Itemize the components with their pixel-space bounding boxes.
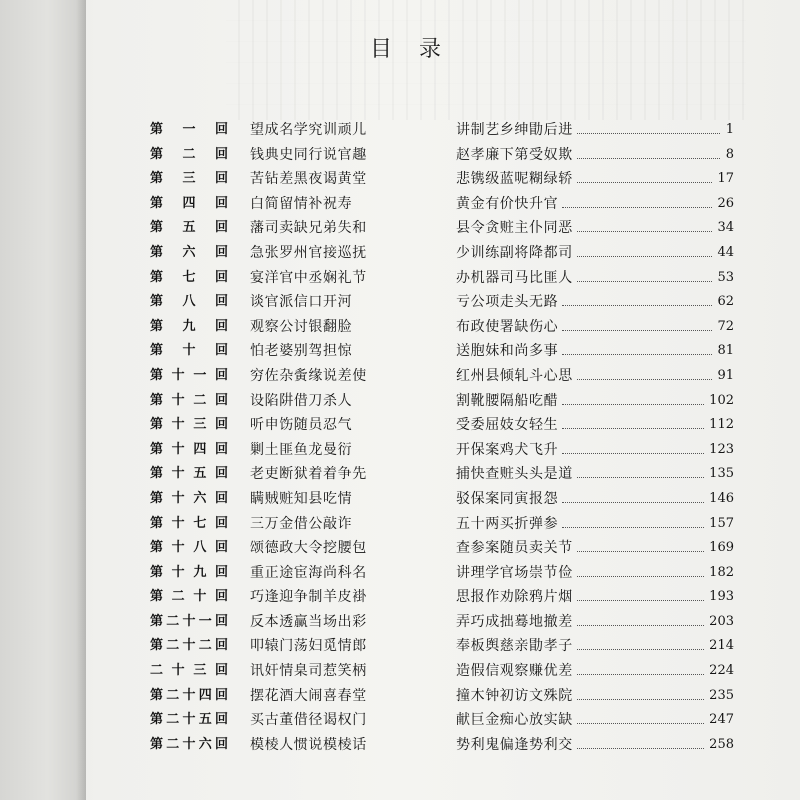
show-through-text <box>226 0 746 120</box>
chapter-title-line2: 赵孝廉下第受奴欺 <box>456 146 573 163</box>
toc-entry[interactable] <box>150 438 734 463</box>
chapter-number: 第二十回 <box>150 589 228 605</box>
chapter-title-line1: 讯奸情臬司惹笑柄 <box>250 663 367 680</box>
page-number: 112 <box>709 417 734 433</box>
toc-entry[interactable] <box>150 389 734 414</box>
toc-list <box>150 118 734 757</box>
chapter-number: 第十七回 <box>150 515 228 531</box>
chapter-title-line2: 造假信观察赚优差 <box>456 663 573 680</box>
chapter-title-line1: 白简留情补祝寿 <box>250 195 353 212</box>
page-number: 1 <box>725 122 734 137</box>
chapter-number: 第四回 <box>150 195 228 211</box>
toc-entry[interactable] <box>150 167 734 192</box>
chapter-number: 第一回 <box>150 122 228 137</box>
toc-entry[interactable] <box>150 733 734 758</box>
chapter-title-line1: 宴洋官中丞娴礼节 <box>250 269 367 286</box>
chapter-title-line1: 苦钻差黑夜谒黄堂 <box>250 171 367 188</box>
chapter-title-line1: 望成名学究训顽儿 <box>250 122 367 138</box>
dot-leader <box>577 477 704 478</box>
page-number: 81 <box>717 343 734 359</box>
toc-entry[interactable] <box>150 708 734 733</box>
chapter-title-line2: 割靴腰隔船吃醋 <box>456 392 559 409</box>
chapter-title-line2: 奉板舆慈亲勖孝子 <box>456 638 573 655</box>
chapter-title-line1: 穷佐杂夤缘说差使 <box>250 367 367 384</box>
chapter-title-line1: 瞒贼赃知县吃情 <box>250 490 353 507</box>
chapter-title-line1: 怕老婆别驾担惊 <box>250 343 353 360</box>
dot-leader <box>562 404 704 405</box>
chapter-number: 第二十六回 <box>150 736 228 752</box>
chapter-title-line1: 谈官派信口开河 <box>250 294 353 311</box>
chapter-title-line1: 剿土匪鱼龙曼衍 <box>250 441 353 458</box>
chapter-title-line1: 买古董借径谒权门 <box>250 712 367 729</box>
dot-leader <box>562 527 704 528</box>
toc-entry[interactable] <box>150 462 734 487</box>
toc-entry[interactable] <box>150 266 734 291</box>
chapter-number: 第十五回 <box>150 466 228 482</box>
chapter-number: 第二十二回 <box>150 638 228 654</box>
dot-leader <box>577 600 704 601</box>
toc-entry[interactable] <box>150 216 734 241</box>
chapter-number: 第十四回 <box>150 441 228 457</box>
chapter-title-line2: 查参案随员卖关节 <box>456 540 573 557</box>
chapter-title-line1: 观察公讨银翻脸 <box>250 318 353 335</box>
page-number: 123 <box>709 441 734 457</box>
dot-leader <box>577 551 704 552</box>
dot-leader <box>577 281 712 282</box>
chapter-title-line2: 驳保案同寅报怨 <box>456 490 559 507</box>
chapter-title-line2: 五十两买折弹参 <box>456 515 559 532</box>
dot-leader <box>562 207 712 208</box>
chapter-number: 第五回 <box>150 220 228 236</box>
toc-entry[interactable] <box>150 241 734 266</box>
chapter-title-line1: 巧逢迎争制羊皮褂 <box>250 589 367 606</box>
page-number: 62 <box>717 294 734 310</box>
chapter-title-line2: 黄金有价快升官 <box>456 195 559 212</box>
dot-leader <box>562 453 704 454</box>
chapter-title-line2: 办机器司马比匪人 <box>456 269 573 286</box>
toc-entry[interactable] <box>150 118 734 143</box>
dot-leader <box>577 256 712 257</box>
chapter-title-line2: 亏公项走头无路 <box>456 294 559 311</box>
chapter-title-line1: 听申饬随员忍气 <box>250 417 353 434</box>
dot-leader <box>562 330 712 331</box>
dot-leader <box>577 723 704 724</box>
toc-entry[interactable] <box>150 143 734 168</box>
toc-entry[interactable] <box>150 536 734 561</box>
chapter-title-line2: 受委屈妓女轻生 <box>456 417 559 434</box>
chapter-title-line1: 颂德政大令挖腰包 <box>250 540 367 557</box>
page-number: 169 <box>709 540 734 556</box>
toc-entry[interactable] <box>150 413 734 438</box>
chapter-number: 第十六回 <box>150 490 228 506</box>
dot-leader <box>577 625 704 626</box>
chapter-title-line2: 送胞妹和尚多事 <box>456 343 559 360</box>
chapter-title-line2: 悲镌级蓝呢糊绿轿 <box>456 171 573 188</box>
chapter-title-line2: 献巨金痴心放实缺 <box>456 712 573 729</box>
toc-entry[interactable] <box>150 512 734 537</box>
chapter-title-line2: 捕快查赃头头是道 <box>456 466 573 483</box>
chapter-title-line1: 三万金借公敲诈 <box>250 515 353 532</box>
dot-leader <box>577 576 704 577</box>
page-number: 182 <box>709 564 734 580</box>
chapter-title-line2: 红州县倾轧斗心思 <box>456 367 573 384</box>
toc-entry[interactable] <box>150 659 734 684</box>
chapter-title-line1: 重正途宦海尚科名 <box>250 564 367 581</box>
page-number: 203 <box>709 613 734 629</box>
chapter-title-line2: 思报作劝除鸦片烟 <box>456 589 573 606</box>
chapter-title-line1: 摆花酒大闹喜春堂 <box>250 687 367 704</box>
chapter-number: 第三回 <box>150 171 228 187</box>
right-page <box>86 0 800 800</box>
dot-leader <box>577 133 720 134</box>
toc-entry[interactable] <box>150 561 734 586</box>
toc-entry[interactable] <box>150 364 734 389</box>
toc-entry[interactable] <box>150 290 734 315</box>
page-number: 34 <box>717 220 734 236</box>
page-number: 8 <box>725 146 734 162</box>
chapter-number: 第九回 <box>150 318 228 334</box>
chapter-title-line2: 势利鬼偏逢势利交 <box>456 736 573 753</box>
dot-leader <box>577 379 712 380</box>
chapter-title-line1: 模棱人惯说模棱话 <box>250 736 367 753</box>
dot-leader <box>562 502 704 503</box>
toc-entry[interactable] <box>150 634 734 659</box>
page-title: 目 录 <box>370 37 451 62</box>
chapter-title-line1: 老吏断狱着着争先 <box>250 466 367 483</box>
page-number: 72 <box>717 318 734 334</box>
chapter-number: 第二回 <box>150 146 228 162</box>
toc-entry[interactable] <box>150 487 734 512</box>
page-number: 44 <box>717 244 734 260</box>
toc-entry[interactable] <box>150 192 734 217</box>
chapter-number: 第十二回 <box>150 392 228 408</box>
chapter-number: 第十一回 <box>150 367 228 383</box>
dot-leader <box>577 231 712 232</box>
chapter-number: 第二十五回 <box>150 712 228 728</box>
toc-entry[interactable] <box>150 339 734 364</box>
page-number: 247 <box>709 712 734 728</box>
chapter-number: 第六回 <box>150 244 228 260</box>
toc-entry[interactable] <box>150 684 734 709</box>
page-number: 224 <box>709 663 734 679</box>
page-number: 146 <box>709 490 734 506</box>
page-number: 214 <box>709 638 734 654</box>
left-page-edge <box>0 0 86 800</box>
page-number: 53 <box>717 269 734 285</box>
dot-leader <box>562 305 712 306</box>
dot-leader <box>577 674 704 675</box>
chapter-title-line2: 开保案鸡犬飞升 <box>456 441 559 458</box>
chapter-title-line1: 叩辕门荡妇觅情郎 <box>250 638 367 655</box>
chapter-title-line2: 弄巧成拙蓦地撤差 <box>456 613 573 630</box>
chapter-title-line2: 讲理学官场崇节俭 <box>456 564 573 581</box>
toc-entry[interactable] <box>150 610 734 635</box>
dot-leader <box>577 649 704 650</box>
chapter-title-line1: 钱典史同行说官趣 <box>250 146 367 163</box>
page-number: 102 <box>709 392 734 408</box>
chapter-number: 第十三回 <box>150 417 228 433</box>
chapter-number: 二十三回 <box>150 663 228 679</box>
page-number: 135 <box>709 466 734 482</box>
page-number: 17 <box>717 171 734 187</box>
chapter-title-line2: 撞木钟初访文殊院 <box>456 687 573 704</box>
chapter-number: 第十回 <box>150 343 228 359</box>
dot-leader <box>562 354 712 355</box>
dot-leader <box>562 428 704 429</box>
page-number: 91 <box>717 367 734 383</box>
page-number: 258 <box>709 736 734 752</box>
page-number: 26 <box>717 195 734 211</box>
chapter-number: 第十九回 <box>150 564 228 580</box>
page-number: 193 <box>709 589 734 605</box>
chapter-number: 第二十一回 <box>150 613 228 629</box>
chapter-number: 第二十四回 <box>150 687 228 703</box>
dot-leader <box>577 182 712 183</box>
chapter-title-line1: 设陷阱借刀杀人 <box>250 392 353 409</box>
dot-leader <box>577 699 704 700</box>
chapter-title-line1: 反本透赢当场出彩 <box>250 613 367 630</box>
toc-entry[interactable] <box>150 585 734 610</box>
chapter-number: 第八回 <box>150 294 228 310</box>
page-number: 157 <box>709 515 734 531</box>
chapter-title-line2: 讲制艺乡绅勖后进 <box>456 122 573 138</box>
chapter-number: 第七回 <box>150 269 228 285</box>
dot-leader <box>577 748 704 749</box>
chapter-title-line1: 急张罗州官接巡抚 <box>250 244 367 261</box>
chapter-number: 第十八回 <box>150 540 228 556</box>
toc-entry[interactable] <box>150 315 734 340</box>
chapter-title-line1: 藩司卖缺兄弟失和 <box>250 220 367 237</box>
dot-leader <box>577 158 720 159</box>
chapter-title-line2: 布政使署缺伤心 <box>456 318 559 335</box>
chapter-title-line2: 少训练副将降都司 <box>456 244 573 261</box>
chapter-title-line2: 县令贪赃主仆同恶 <box>456 220 573 237</box>
page-number: 235 <box>709 687 734 703</box>
